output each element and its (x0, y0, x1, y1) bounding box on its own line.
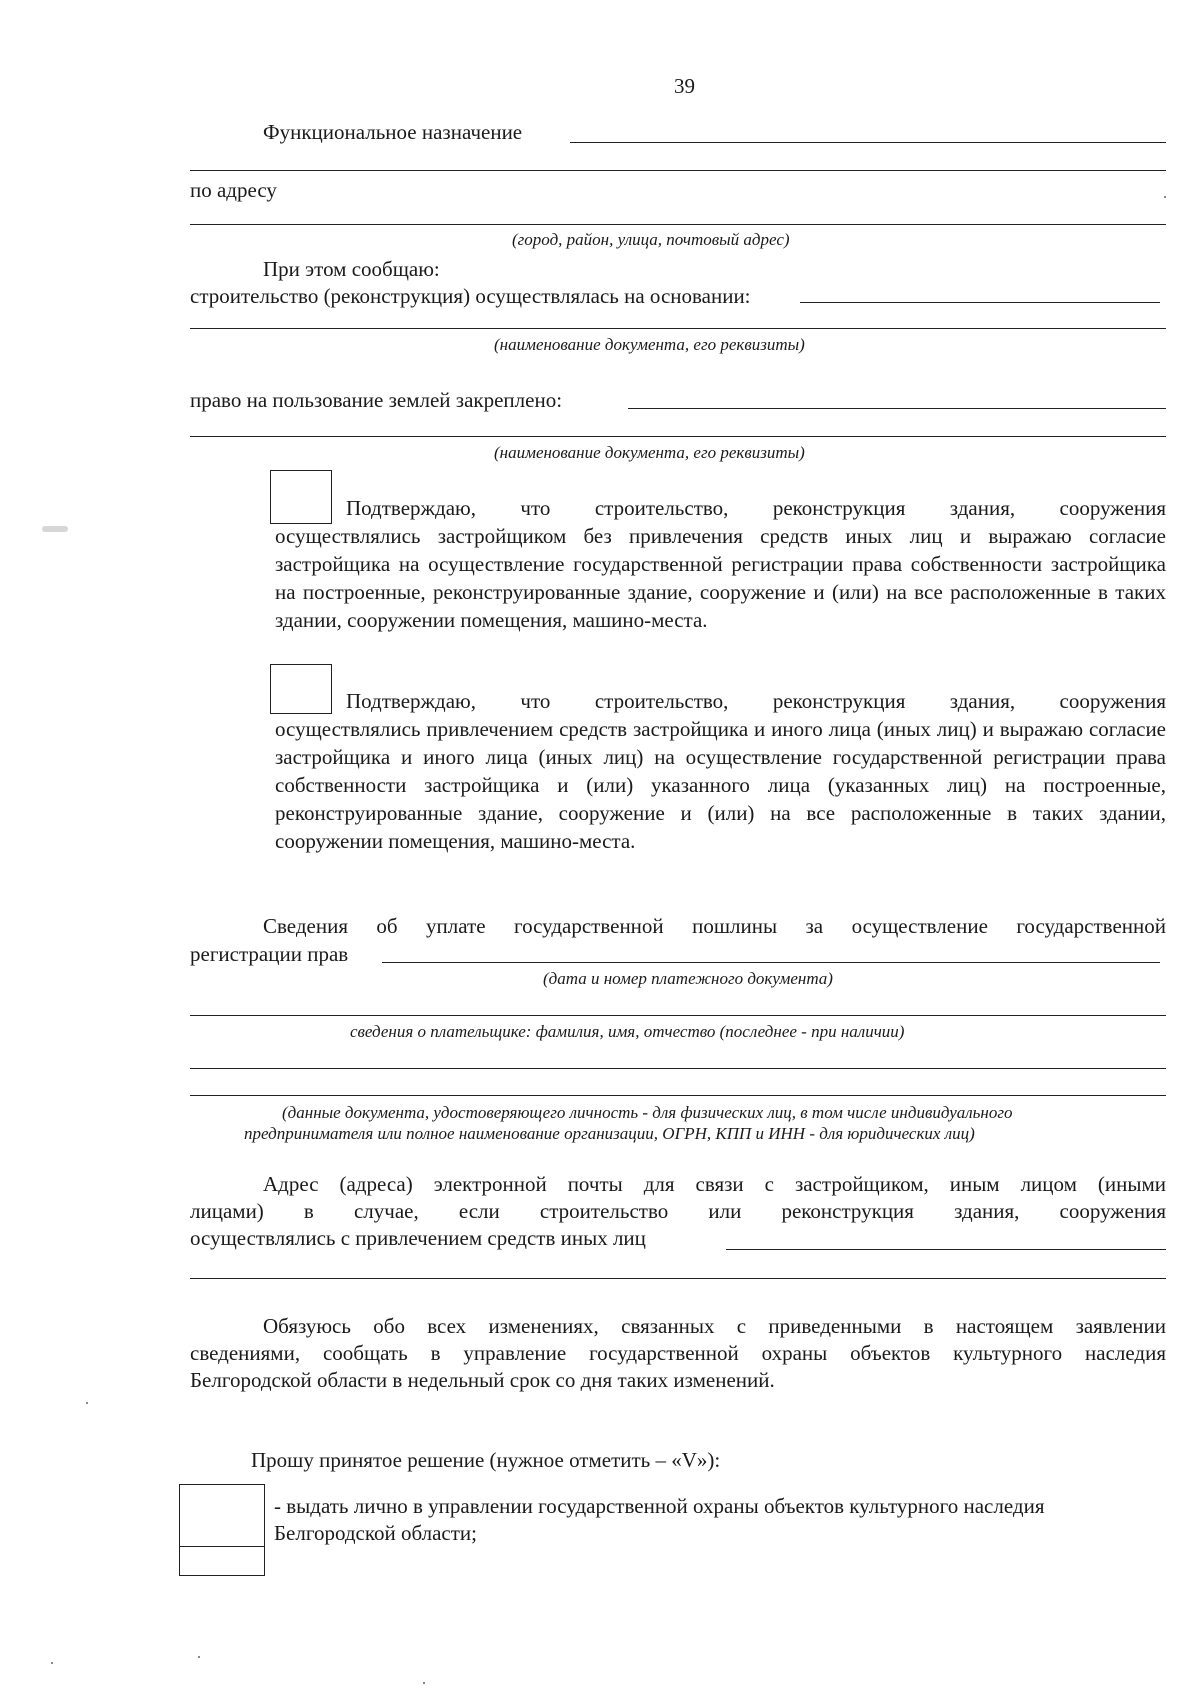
confirmation-1-first-line: Подтверждаю, что строительство, реконструкция здания, сооружения (346, 496, 1166, 520)
decision-checkbox-divider (179, 1546, 265, 1547)
payer-caption: сведения о плательщике: фамилия, имя, отчество (последнее - при наличии) (350, 1022, 905, 1041)
scan-artifact (51, 1662, 53, 1664)
obligation-line-3: Белгородской области в недельный срок со дня таких изменений. (190, 1368, 775, 1392)
scan-artifact (86, 1402, 88, 1404)
identity-field-line-1[interactable] (190, 1068, 1166, 1069)
email-line-2: лицами) в случае, если строительство или реконструкция здания, сооружения (190, 1199, 1166, 1223)
email-field-line-2[interactable] (190, 1278, 1166, 1279)
email-line-1: Адрес (адреса) электронной почты для связи с застройщиком, иным лицом (иными (263, 1172, 1166, 1196)
decision-prompt: Прошу принятое решение (нужное отметить – «V»): (251, 1448, 721, 1472)
basis-field-line[interactable] (800, 302, 1160, 303)
functional-purpose-field-line-2[interactable] (190, 170, 1166, 171)
confirmation-1-checkbox[interactable] (270, 470, 332, 524)
identity-caption-2: предпринимателя или полное наименование организации, ОГРН, КПП и ИНН - для юридических лиц) (244, 1124, 975, 1143)
identity-caption-1: (данные документа, удостоверяющего личность - для физических лиц, в том числе индивидуального (282, 1103, 1013, 1122)
payer-field-line[interactable] (190, 1015, 1166, 1016)
functional-purpose-field-line[interactable] (570, 142, 1166, 143)
obligation-line-2: сведениями, сообщать в управление государственной охраны объектов культурного наследия (190, 1341, 1166, 1365)
address-caption: (город, район, улица, почтовый адрес) (512, 230, 790, 249)
decision-option-1-line-2: Белгородской области; (274, 1521, 478, 1545)
email-line-3: осуществлялись с привлечением средств иных лиц (190, 1226, 646, 1250)
page-number: 39 (674, 74, 695, 98)
duty-line-2: регистрации прав (190, 942, 349, 966)
address-label: по адресу (190, 178, 277, 202)
basis-label: строительство (реконструкция) осуществлялась на основании: (190, 284, 751, 308)
address-field-line[interactable] (190, 224, 1166, 225)
scan-artifact (198, 1656, 200, 1658)
identity-field-line-2[interactable] (190, 1095, 1166, 1096)
info-intro: При этом сообщаю: (263, 257, 440, 281)
payment-field-line[interactable] (382, 962, 1160, 963)
confirmation-1-text: осуществлялись застройщиком без привлечения средств иных лиц и выражаю согласие застройщика на осуществление государственной регистрации права собственности застройщика на построенные, реконструированные здание, сооружение и (или) на все расположенные в таких здании, сооружении помещения, машино-места. (275, 524, 1166, 632)
duty-line-1: Сведения об уплате государственной пошлины за осуществление государственной (263, 914, 1166, 938)
decision-option-1-checkbox[interactable] (179, 1484, 265, 1576)
basis-caption: (наименование документа, его реквизиты) (494, 335, 805, 354)
confirmation-2-text: осуществлялись привлечением средств застройщика и иного лица (иных лиц) и выражаю согласие застройщика и иного лица (иных лиц) на осуществление государственной регистрации права собственности застройщика и (или) указанного лица (указанных лиц) на построенные, реконструированные здание, сооружение и (или) на все расположенные в таких здании, сооружении помещения, машино-места. (275, 717, 1166, 853)
confirmation-2-first-line: Подтверждаю, что строительство, реконструкция здания, сооружения (346, 689, 1166, 713)
basis-field-line-2[interactable] (190, 328, 1166, 329)
land-caption: (наименование документа, его реквизиты) (494, 443, 805, 462)
land-label: право на пользование землей закреплено: (190, 388, 563, 412)
land-field-line-2[interactable] (190, 436, 1166, 437)
payment-caption: (дата и номер платежного документа) (543, 969, 833, 988)
scan-artifact (423, 1682, 425, 1684)
functional-purpose-label: Функциональное назначение (263, 120, 523, 144)
confirmation-2-checkbox[interactable] (270, 664, 332, 714)
scan-artifact (42, 526, 68, 532)
email-field-line[interactable] (726, 1249, 1166, 1250)
scan-artifact (1164, 196, 1166, 198)
obligation-line-1: Обязуюсь обо всех изменениях, связанных с приведенными в настоящем заявлении (263, 1314, 1166, 1338)
decision-option-1-line-1: - выдать лично в управлении государственной охраны объектов культурного наследия (274, 1494, 1045, 1518)
land-field-line[interactable] (628, 408, 1166, 409)
